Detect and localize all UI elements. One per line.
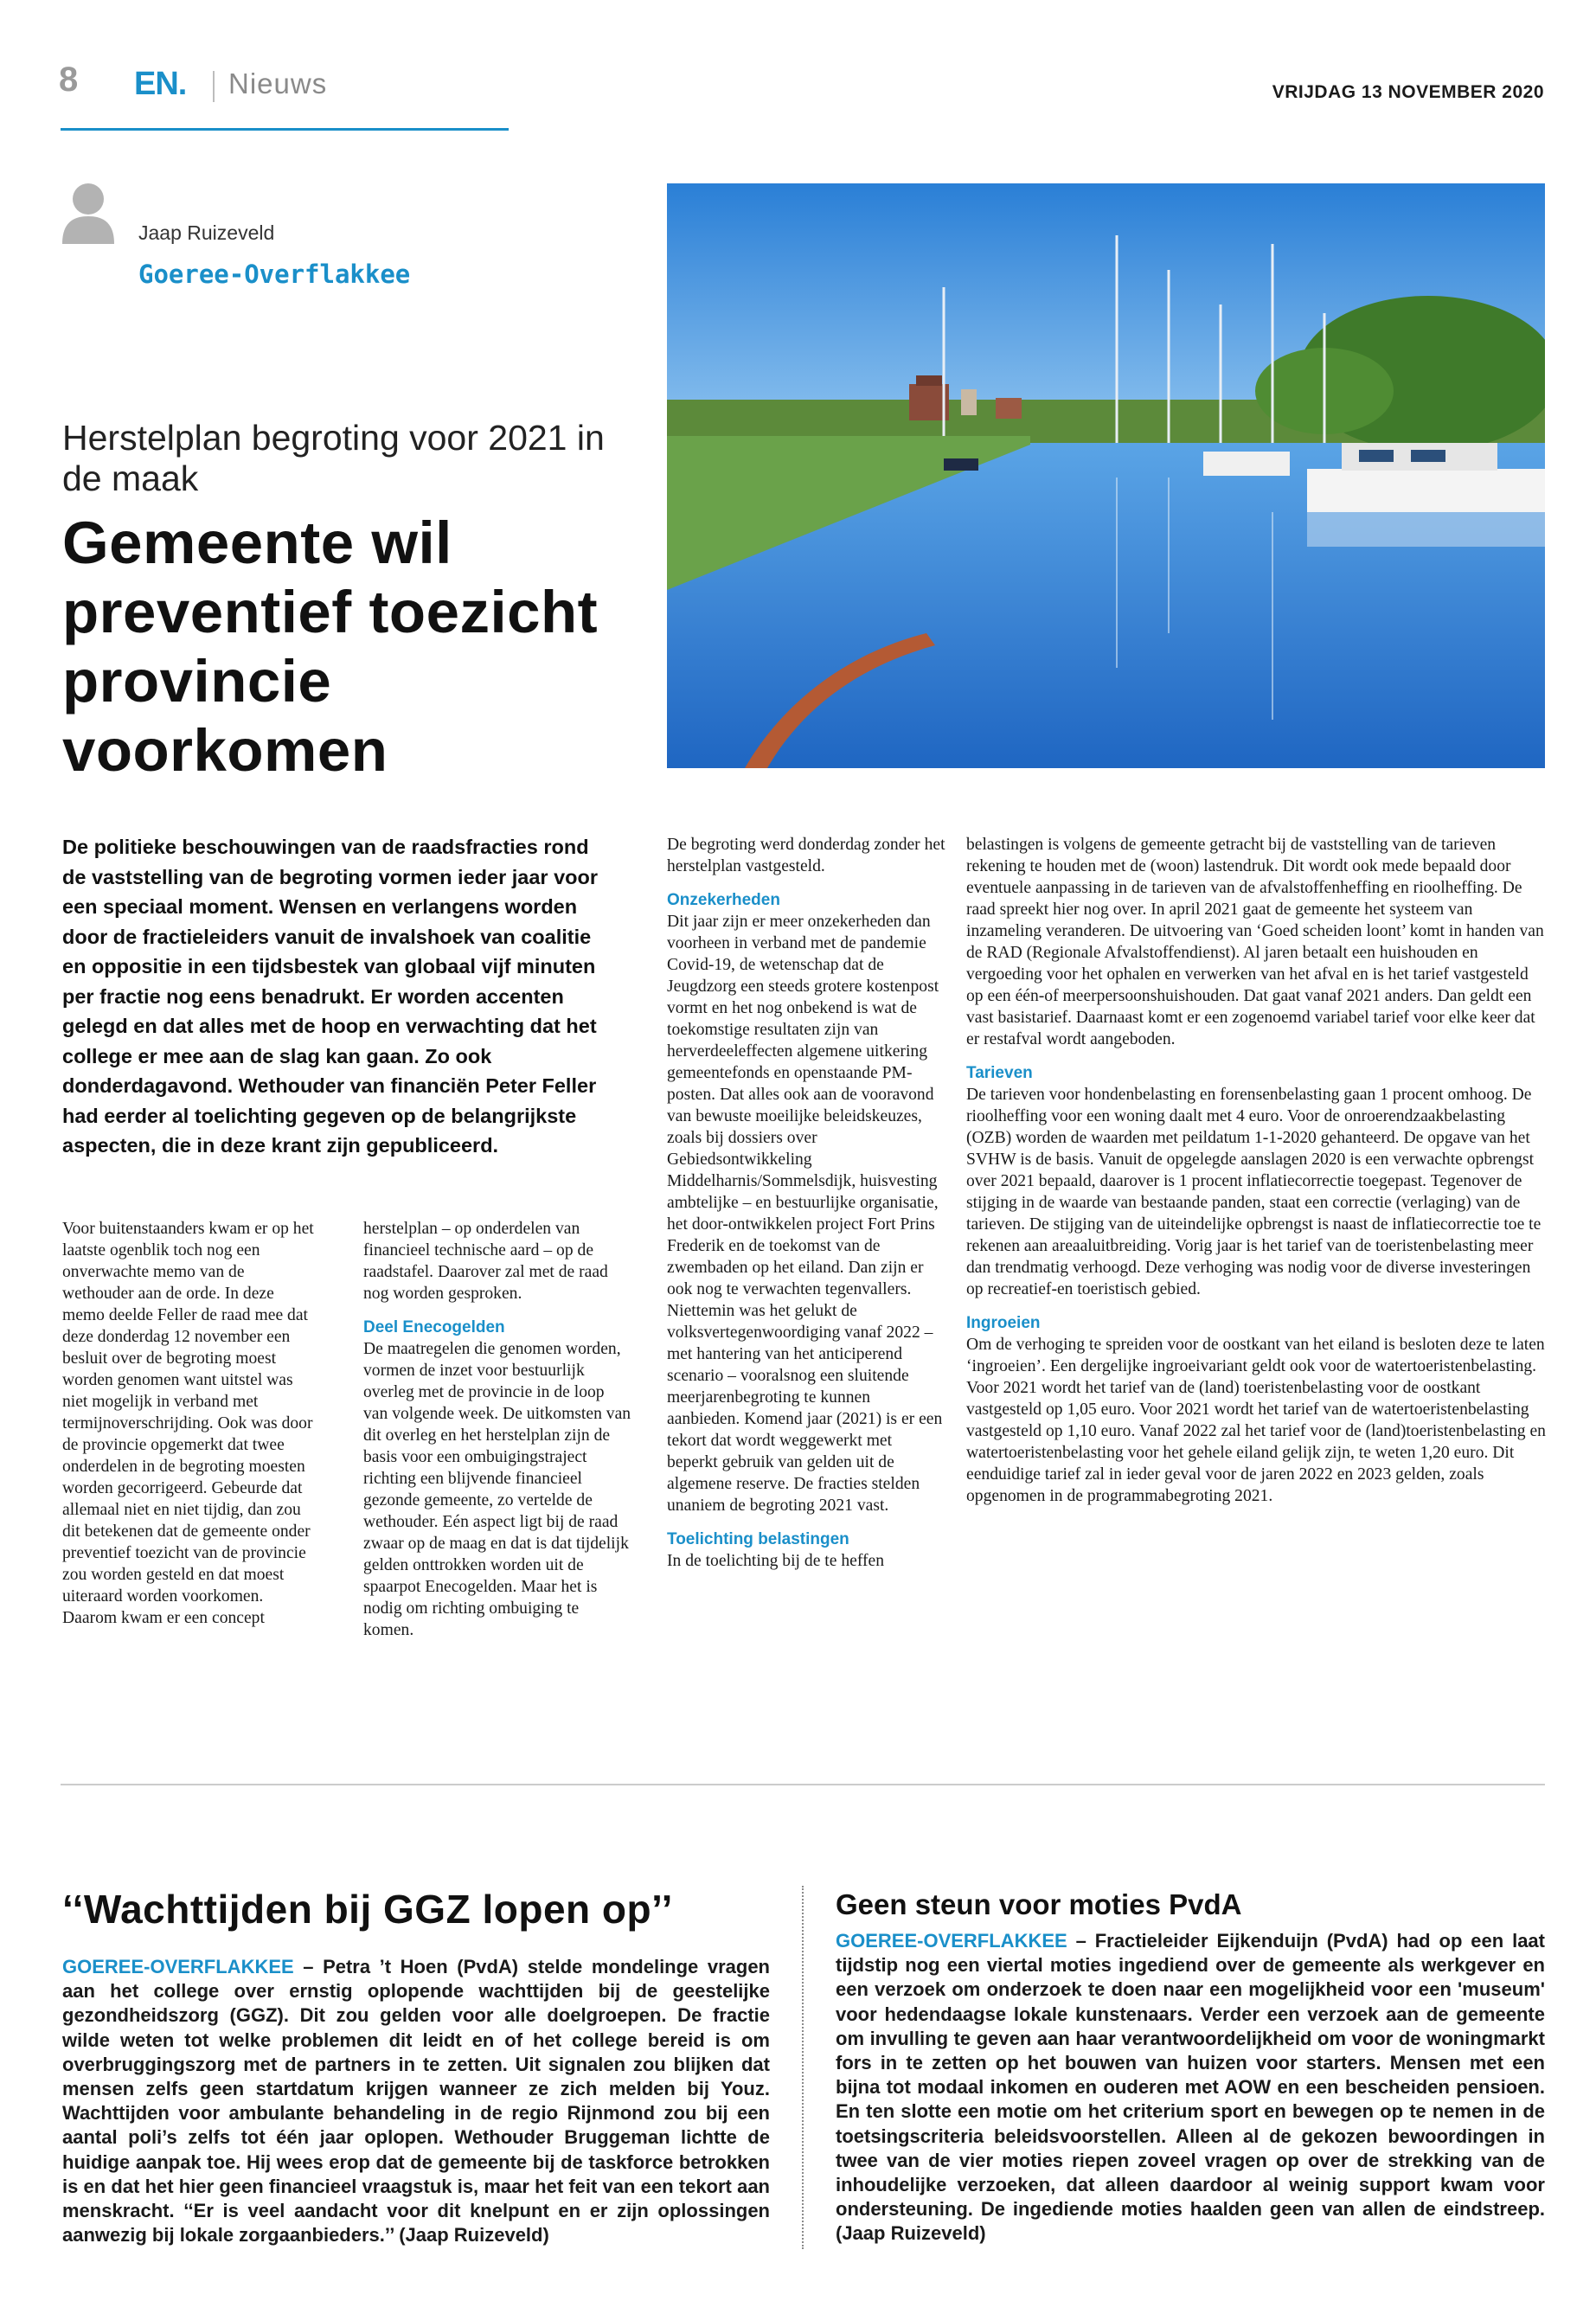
body-column-3 [667, 834, 945, 1572]
region-label: Goeree-Overflakkee [138, 260, 411, 289]
paragraph: belastingen is volgens de gemeente getracht bij de vaststelling van de tarieven rekening te houden met de (woon) lastendruk. Dit wordt ook mede bepaald door eventuele aanpassing in de tarieven van de afvalstoffenheffing en rioolheffing. De raad spreekt hier nog over. In april 2021 gaat de gemeente het systeem van inzameling veranderen. De uitvoering van ‘Goed scheiden loont’ komt in handen van de RAD (Regionale Afvalstoffendienst). Al jaren betaalt een huishouden en vergoeding voor het ophalen en verwerken van het afval en is het tarief vastgesteld op een één-of meerpersoonshuishouden. Dat gaat vanaf 2021 anders. Dan geldt een vast basistarief. Daarnaast komt er een zogenoemd variabel tarief voor elke keer dat er restafval wordt aangeboden. [966, 836, 1544, 1048]
story-left-title: ‘‘Wachttijden bij GGZ lopen op’’ [62, 1887, 673, 1932]
body-column-1 [62, 1218, 320, 1629]
article-headline: Gemeente wil preventief toezicht provincie voorkomen [62, 510, 599, 784]
subheading: Deel Enecogelden [363, 1318, 505, 1336]
paragraph: De maatregelen die genomen worden, vormen de inzet voor bestuurlijk overleg met de provincie in de loop van volgende week. De uitkomsten van dit overleg en het herstelplan zijn de basis voor een ombuigingstraject richting een blijvende financieel gezonde gemeente, zo vertelde de wethouder. Eén aspect ligt bij de raad zwaar op de maag en dat is dat tijdelijk gelden onttrokken worden uit de spaarpot Enecogelden. Maar het is nodig om richting ombuiging te komen. [363, 1340, 631, 1639]
paragraph: herstelplan – op onderdelen van financieel technische aard – op de raadstafel. Daarover zal met de raad nog worden gesproken. [363, 1220, 608, 1303]
article-intro: De politieke beschouwingen van de raadsfracties rond de vaststelling van de begroting vormen ieder jaar voor een speciaal moment. Wensen en verlangens worden door de fractieleiders vanuit de invalshoek van coalitie en oppositie in een tijdsbestek van globaal vijf minuten per fractie nog eens benadrukt. Er worden accenten gelegd en dat alles met de hoop en verwachting dat het college er mee aan de slag kan gaan. Zo ook donderdagavond. Wethouder van financiën Peter Feller had eerder al toelichting gegeven op de belangrijkste aspecten, die in deze krant zijn gepubliceerd. [62, 836, 599, 1157]
header-divider [213, 71, 215, 102]
section-divider [61, 1784, 1545, 1785]
story-right-dateline: GOEREE-OVERFLAKKEE [836, 1930, 1067, 1952]
en-logo[interactable]: EN. [134, 66, 187, 102]
page-number: 8 [59, 61, 79, 99]
subheading: Tarieven [966, 1064, 1033, 1082]
column-separator [802, 1886, 804, 2249]
subheading: Toelichting belastingen [667, 1530, 849, 1548]
paragraph: De tarieven voor hondenbelasting en forensenbelasting gaan 1 procent omhoog. De rioolheffing voor een woning daalt met 4 euro. Voor de onroerendzaakbelasting (OZB) worden de waarden met peildatum 1-1-2020 gehanteerd. De opgave van het SVHW is de basis. Vanuit de opgelegde aanslagen 2020 is een verwachte opbrengst over 2021 bepaald, daarover is 1 procent inflatiecorrectie toegepast. Tegenover de stijging in de waarde van bestaande panden, staat een correctie (verlaging) van de tarieven. De stijging van de uiteindelijke opbrengst is naast de inflatiecorrectie toe te rekenen aan areaaluitbreiding. Vorig jaar is het tarief van de toeristenbelasting meer dan trendmatig verhoogd. Deze verhoging was nodig voor de diverse investeringen op recreatief-en toeristisch gebied. [966, 1086, 1542, 1298]
body-column-2 [363, 1218, 631, 1641]
subheading: Ingroeien [966, 1314, 1041, 1332]
story-right-text: – Fractieleider Eijkenduijn (PvdA) had op een laat tijdstip nog een viertal moties ingediend over de gemeente als werkgever en een verzoek om onderzoek te doen naar een mogelijkheid voor een 'museum' voor hedendaagse lokale kunstenaars. Verder een verzoek aan de gemeente om invulling te geven aan haar verantwoordelijkheid om voor de woningmarkt fors in te zetten op het bouwen van huizen voor starters. Mensen met een bijna tot modaal inkomen en ouderen met AOW en een bescheiden pensioen. En ten slotte een motie om het criterium sport en bewegen op te nemen in de toetsingscriteria beleidsvoorstellen. Alleen al de gekozen bewoordingen in twee van de vier moties riepen zoveel vragen op over de strekking van de inhoudelijke verzoeken, dat alleen daardoor al weinig support kwam voor ondersteuning. De ingediende moties haalden geen van allen de eindstreep. (Jaap Ruizeveld) [836, 1930, 1545, 2245]
story-left-body [62, 1955, 770, 2247]
author-avatar-icon [61, 182, 116, 244]
paragraph: Om de verhoging te spreiden voor de oostkant van het eiland is besloten deze te laten ‘ingroeien’. Een dergelijke ingroeivariant geldt ook voor de watertoeristenbelasting. Voor 2021 wordt het tarief van de (land) toeristenbelasting voor de oostkant vastgesteld op 1,05 euro. Voor 2021 wordt het tarief van de watertoeristenbelasting vastgesteld op 1,10 euro. Vanaf 2022 zal het tarief voor de (land)toeristenbelasting en watertoeristenbelasting voor het gehele eiland gelijk zijn, te weten 1,20 euro. Dit eenduidige tarief zal in ieder geval voor de jaren 2022 en 2023 gelden, zoals opgenomen in de programmabegroting 2021. [966, 1336, 1546, 1505]
story-left-dateline: GOEREE-OVERFLAKKEE [62, 1956, 294, 1977]
section-label[interactable]: Nieuws [228, 67, 328, 99]
story-right-title: Geen steun voor moties PvdA [836, 1888, 1242, 1920]
story-right-body [836, 1929, 1545, 2247]
paragraph: Dit jaar zijn er meer onzekerheden dan voorheen in verband met de pandemie Covid-19, de wetenschap dat de Jeugdzorg een steeds grotere kostenpost vormt en het nog onbekend is wat de toekomstige resultaten zijn van herverdeeleffecten algemene uitkering gemeentefonds en openstaande PM-posten. Dat alles ook aan de vooravond van bewuste moeilijke beleidskeuzes, zoals bij dossiers over Gebiedsontwikkeling Middelharnis/Sommelsdijk, huisvesting ambtelijke – en bestuurlijke organisatie, het door-ontwikkelen project Fort Prins Frederik en de toekomst van de zwembaden op het eiland. Dan zijn er ook nog te verwachten tegenvallers. Niettemin was het gelukt de volksvertegenwoordiging vanaf 2022 – met hantering van het anticiperend scenario – vooralsnog een sluitende meerjarenbegroting te kunnen aanbieden. Komend jaar (2021) is er een tekort dat wordt weggewerkt met beperkt gebruik van gelden uit de algemene reserve. De fracties stelden unaniem de begroting 2021 vast. [667, 913, 943, 1515]
paragraph: Voor buitenstaanders kwam er op het laatste ogenblik toch nog een onverwachte memo van de wethouder aan de orde. In deze memo deelde Feller de raad mee dat deze donderdag 12 november een besluit over de begroting moest worden genomen want uitstel was niet mogelijk in verband met termijnoverschrijding. Ook was door de provincie opgemerkt dat twee onderdelen in de begroting moesten worden gecorrigeerd. Gebeurde dat allemaal niet en niet tijdig, dan zou dit betekenen dat de gemeente onder preventief toezicht van de provincie zou worden gesteld en dat moest uiteraard worden voorkomen. Daarom kwam er een concept [62, 1220, 314, 1627]
paragraph: In de toelichting bij de te heffen [667, 1552, 885, 1570]
subheading: Onzekerheden [667, 891, 780, 909]
story-left-text: – Petra ’t Hoen (PvdA) stelde mondelinge vragen aan het college over ernstig oplopende wachttijden bij de geestelijke gezondheidszorg (GGZ). Dit zou gelden voor alle doelgroepen. De fractie wilde weten tot welke problemen dit leidt en of het college bereid is om overbruggingszorg met de partners in te zetten. Uit signalen zou blijken dat mensen zelfs geen startdatum krijgen wanneer ze zich melden bij Youz. Wachttijden voor ambulante behandeling in de regio Rijnmond zou bij een aantal poli’s zelfs tot één jaar oplopen. Wethouder Bruggeman lichtte de huidige aanpak toe. Hij wees erop dat de gemeente bij de taskforce betrokken is en dat het hier geen financieel vraagstuk is, maar het feit van een tekort aan menskracht. ‘‘Er is veel aandacht voor dit knelpunt en er zijn oplossingen aanwezig bij lokale zorgaanbieders.’’ (Jaap Ruizeveld) [62, 1956, 770, 2247]
paragraph: De begroting werd donderdag zonder het herstelplan vastgesteld. [667, 836, 945, 875]
body-column-4 [966, 834, 1548, 1507]
header-rule [61, 128, 509, 131]
author-name: Jaap Ruizeveld [138, 221, 275, 244]
dateline: VRIJDAG 13 NOVEMBER 2020 [1272, 82, 1544, 102]
article-kicker: Herstelplan begroting voor 2021 in de maak [62, 418, 605, 498]
harbor-photo [667, 183, 1545, 768]
